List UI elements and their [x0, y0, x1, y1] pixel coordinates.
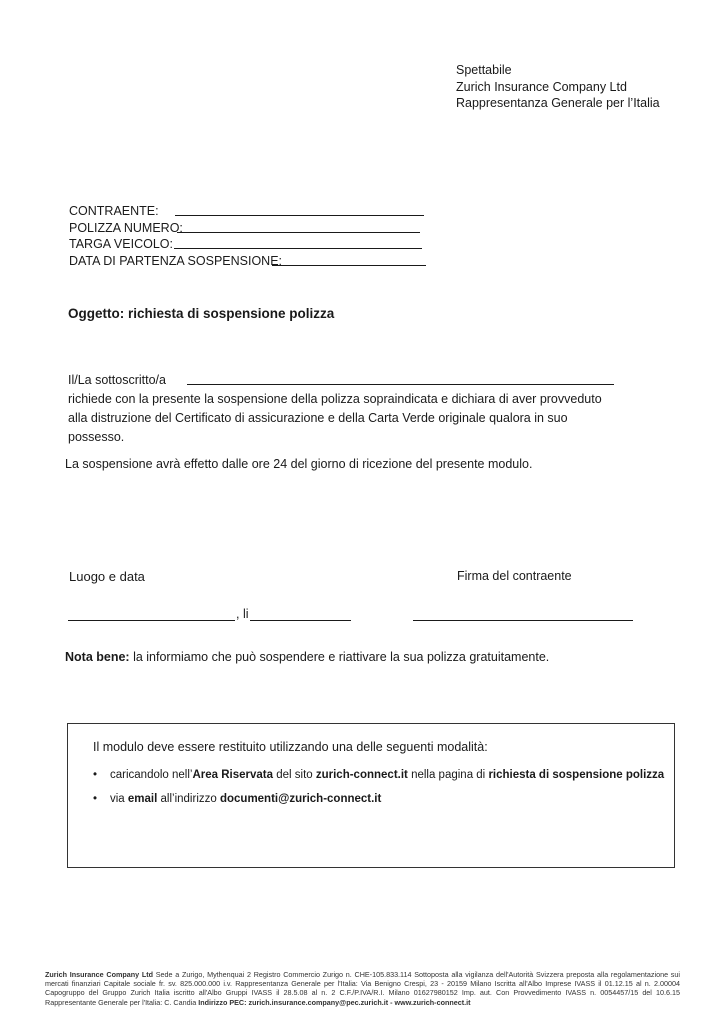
- field-targa-line[interactable]: [174, 248, 422, 249]
- field-polizza-label: POLIZZA NUMERO:: [69, 220, 183, 235]
- note-label: Nota bene:: [65, 650, 130, 664]
- date-line[interactable]: [250, 620, 351, 621]
- footer-pec: Indirizzo PEC: zurich.insurance.company@pec.zurich.it - www.zurich-connect.it: [198, 997, 471, 1007]
- bullet2-pre: via: [110, 793, 128, 805]
- bullet1-mid2: nella pagina di: [407, 769, 489, 781]
- body-line-signatory: [68, 371, 628, 390]
- instructions-intro: Il modulo deve essere restituito utilizzando una delle seguenti modalità:: [93, 740, 488, 754]
- instructions-bullet-upload: [93, 769, 664, 781]
- bullet1-mid: del sito: [273, 769, 316, 781]
- subject-heading: Oggetto: richiesta di sospensione polizza: [68, 306, 335, 321]
- recipient-salutation: Spettabile: [456, 63, 512, 77]
- legal-footer: [45, 970, 680, 1007]
- field-data-partenza-line[interactable]: [272, 265, 426, 266]
- bullet-icon: •: [93, 769, 98, 781]
- signatory-label: Il/La sottoscritto/a: [68, 373, 166, 387]
- instructions-box: [67, 723, 675, 868]
- signatory-name-line[interactable]: [187, 384, 614, 385]
- bullet2-email: email: [127, 793, 158, 805]
- instructions-bullet-email: [93, 793, 381, 805]
- footer-text: Sede a Zurigo, Mythenquai 2 Registro Commercio Zurigo n. CHE-105.833.114 Sottoposta alla vigilanza dell'Autorità Svizzera preposta alla regolamentazione sui mercati finanziari Capitale sociale fr. sv. 825.000.000 i.v. Rappresentanza Generale per l'Italia: Via Benigno Crespi, 23 - 20159 Milano Iscritta all'Albo Imprese IVASS il 01.12.15 al n. 2.00004 Capogruppo del Gruppo Zurich Italia iscritto all'Albo Gruppi IVASS il 28.5.08 al n. 2 C.F./P.IVA/R.I. Milano 01627980152 Imp. aut. Con Provvedimento IVASS n. 0054457/15 del 10.6.15 Rappresentante Generale per l'Italia: C. Candia: [45, 970, 680, 1007]
- bullet1-page: richiesta di sospensione polizza: [488, 769, 665, 781]
- bullet1-area: Area Riservata: [192, 769, 274, 781]
- body-line-4: possesso.: [68, 430, 125, 444]
- field-data-partenza-label: DATA DI PARTENZA SOSPENSIONE:: [69, 253, 283, 268]
- bullet2-email-address[interactable]: documenti@zurich-connect.it: [219, 793, 382, 805]
- date-prefix: , li: [236, 607, 249, 621]
- bullet-icon: •: [93, 793, 98, 805]
- effect-statement: La sospensione avrà effetto dalle ore 24 del giorno di ricezione del presente modulo.: [65, 457, 533, 471]
- place-line[interactable]: [68, 620, 235, 621]
- recipient-address: [456, 62, 660, 112]
- body-line-3: alla distruzione del Certificato di assicurazione e della Carta Verde originale qualora in suo: [68, 411, 568, 425]
- body-line-2: richiede con la presente la sospensione della polizza sopraindicata e dichiara di aver provveduto: [68, 392, 602, 406]
- field-polizza-line[interactable]: [177, 232, 420, 233]
- footer-company: Zurich Insurance Company Ltd: [45, 970, 154, 979]
- field-contraente-line[interactable]: [175, 215, 424, 216]
- note-text: la informiamo che può sospendere e riattivare la sua polizza gratuitamente.: [129, 650, 550, 664]
- place-date-label: Luogo e data: [69, 569, 145, 584]
- signature-label: Firma del contraente: [457, 569, 572, 583]
- recipient-company: Zurich Insurance Company Ltd: [456, 79, 627, 94]
- signature-line[interactable]: [413, 620, 633, 621]
- field-targa-label: TARGA VEICOLO:: [69, 237, 173, 251]
- recipient-branch: Rappresentanza Generale per l’Italia: [456, 96, 660, 110]
- bullet1-site-link[interactable]: zurich-connect.it: [315, 769, 408, 781]
- request-body: [68, 371, 628, 447]
- note: [65, 650, 549, 664]
- bullet1-pre: caricandolo nell’: [110, 769, 193, 781]
- bullet2-mid: all’indirizzo: [157, 793, 220, 805]
- field-contraente-label: CONTRAENTE:: [69, 204, 159, 218]
